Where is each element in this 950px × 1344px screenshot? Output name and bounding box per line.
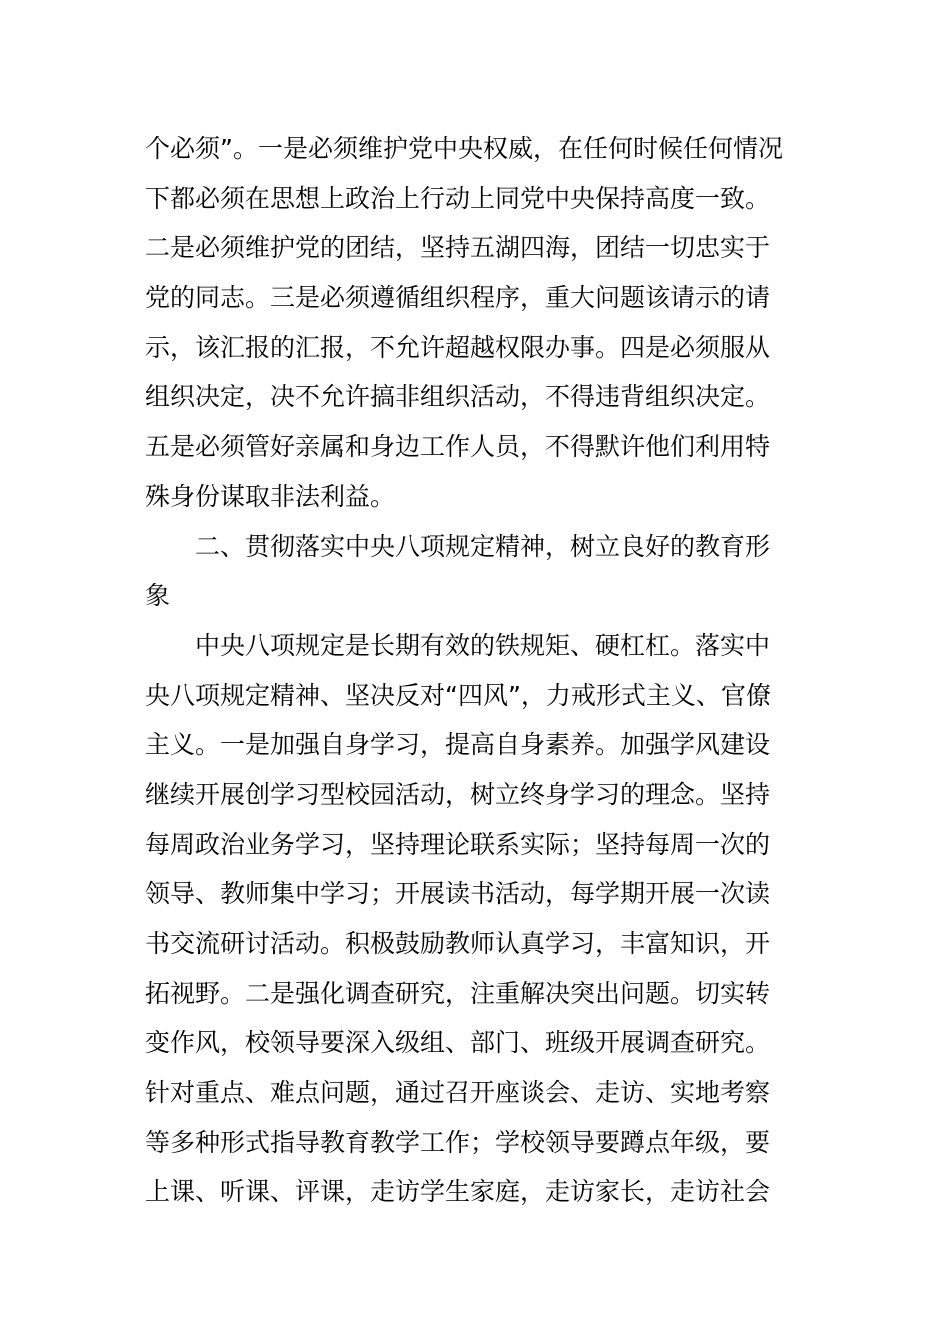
section-heading: 二、贯彻落实中央八项规定精神，树立良好的教育形 <box>195 532 771 561</box>
text-line: 组织决定，决不允许搞非组织活动，不得违背组织决定。 <box>145 382 771 411</box>
text-line: 央八项规定精神、坚决反对“四风”，力戒形式主义、官僚 <box>145 681 771 710</box>
text-line: 下都必须在思想上政治上行动上同党中央保持高度一致。 <box>145 184 771 213</box>
text-line: 中央八项规定是长期有效的铁规矩、硬杠杠。落实中 <box>195 631 771 660</box>
text-line: 示，该汇报的汇报，不允许超越权限办事。四是必须服从 <box>145 333 771 362</box>
text-line: 主义。一是加强自身学习，提高自身素养。加强学风建设 <box>145 730 771 759</box>
text-line: 继续开展创学习型校园活动，树立终身学习的理念。坚持 <box>145 780 771 809</box>
text-line: 领导、教师集中学习；开展读书活动，每学期开展一次读 <box>145 879 771 908</box>
text-line: 变作风，校领导要深入级组、部门、班级开展调查研究。 <box>145 1028 771 1057</box>
text-line: 上课、听课、评课，走访学生家庭，走访家长，走访社会 <box>145 1177 771 1206</box>
section-heading-continued: 象 <box>145 581 171 610</box>
text-line: 针对重点、难点问题，通过召开座谈会、走访、实地考察 <box>145 1078 771 1107</box>
text-line: 等多种形式指导教育教学工作；学校领导要蹲点年级，要 <box>145 1128 771 1157</box>
text-line: 二是必须维护党的团结，坚持五湖四海，团结一切忠实于 <box>145 233 771 262</box>
text-line: 殊身份谋取非法利益。 <box>145 482 396 511</box>
text-line: 党的同志。三是必须遵循组织程序，重大问题该请示的请 <box>145 283 771 312</box>
text-line: 每周政治业务学习，坚持理论联系实际；坚持每周一次的 <box>145 830 771 859</box>
text-line: 拓视野。二是强化调查研究，注重解决突出问题。切实转 <box>145 979 771 1008</box>
text-line: 书交流研讨活动。积极鼓励教师认真学习，丰富知识，开 <box>145 929 771 958</box>
text-line: 个必须”。一是必须维护党中央权威，在任何时候任何情况 <box>145 134 783 163</box>
text-line: 五是必须管好亲属和身边工作人员，不得默许他们利用特 <box>145 432 771 461</box>
